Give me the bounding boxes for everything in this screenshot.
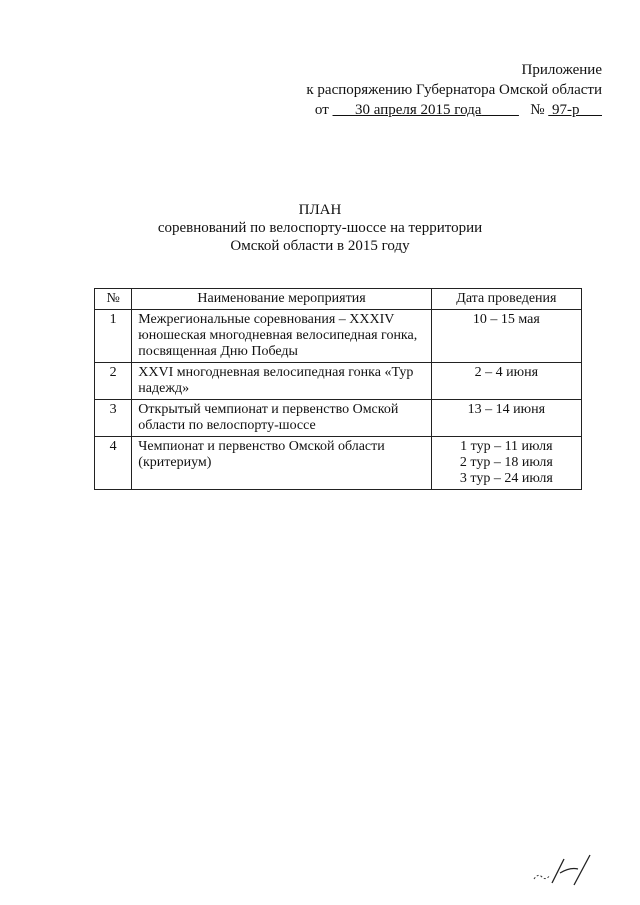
column-header-number: № bbox=[95, 289, 132, 310]
events-table bbox=[94, 288, 582, 490]
number-label: № bbox=[530, 102, 545, 118]
row-number: 1 bbox=[95, 310, 132, 363]
signature-mark bbox=[530, 853, 600, 887]
date-line: 3 тур – 24 июля bbox=[459, 471, 553, 486]
date-line: 2 – 4 июня bbox=[474, 365, 539, 380]
table-row bbox=[95, 310, 582, 363]
row-number: 4 bbox=[95, 437, 132, 490]
column-header-event-name: Наименование мероприятия bbox=[132, 289, 431, 310]
event-name: Открытый чемпионат и первенство Омской области по велоспорту-шоссе bbox=[132, 400, 431, 437]
row-number: 3 bbox=[95, 400, 132, 437]
date-line: 13 – 14 июня bbox=[467, 402, 546, 417]
from-label: от bbox=[314, 102, 329, 118]
event-name: Чемпионат и первенство Омской области (критериум) bbox=[132, 437, 431, 490]
order-number: 97-р bbox=[552, 102, 580, 118]
order-date-number-line bbox=[306, 100, 602, 120]
order-reference: к распоряжению Губернатора Омской области bbox=[306, 82, 602, 98]
table-row bbox=[95, 437, 582, 490]
appendix-label: Приложение bbox=[521, 62, 602, 78]
plan-title-subtitle: соревнований по велоспорту-шоссе на территории bbox=[157, 220, 483, 236]
plan-title-heading: ПЛАН bbox=[298, 202, 342, 218]
event-date bbox=[431, 310, 581, 363]
document-header bbox=[306, 60, 602, 120]
order-date: 30 апреля 2015 года bbox=[355, 102, 482, 118]
table-row bbox=[95, 363, 582, 400]
event-date bbox=[431, 400, 581, 437]
row-number: 2 bbox=[95, 363, 132, 400]
event-name: Межрегиональные соревнования – XXXIV юношеская многодневная велосипедная гонка, посвященная Дню Победы bbox=[132, 310, 431, 363]
date-line: 1 тур – 11 июля bbox=[460, 439, 553, 454]
event-name: XXVI многодневная велосипедная гонка «Тур надежд» bbox=[132, 363, 431, 400]
plan-title bbox=[0, 201, 640, 255]
table-header-row bbox=[95, 289, 582, 310]
event-date bbox=[431, 437, 581, 490]
plan-title-subtitle-2: Омской области в 2015 году bbox=[230, 238, 410, 254]
event-date bbox=[431, 363, 581, 400]
date-line: 2 тур – 18 июля bbox=[459, 455, 553, 470]
date-line: 10 – 15 мая bbox=[472, 312, 540, 327]
column-header-date: Дата проведения bbox=[431, 289, 581, 310]
table-row bbox=[95, 400, 582, 437]
